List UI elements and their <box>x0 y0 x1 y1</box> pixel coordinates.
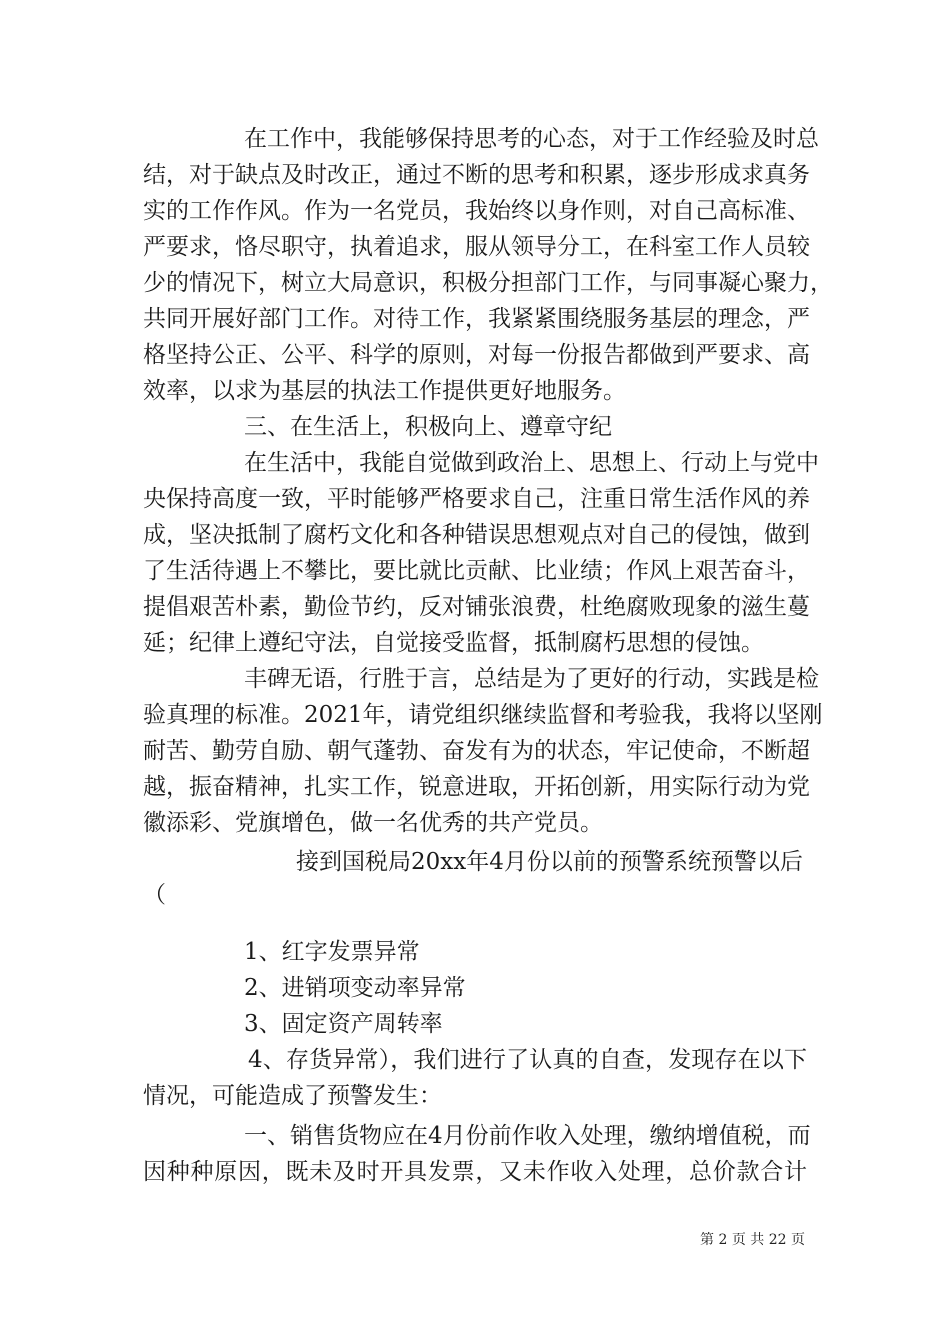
text-line: 丰碑无语，行胜于言，总结是为了更好的行动，实践是检 <box>244 666 819 692</box>
text-line: 在工作中，我能够保持思考的心态，对于工作经验及时总 <box>244 126 819 152</box>
text-line: 严要求，恪尽职守，执着追求，服从领导分工，在科室工作人员较 <box>143 234 810 260</box>
list-item: 2、进销项变动率异常 <box>244 975 466 1001</box>
text-line: 少的情况下，树立大局意识，积极分担部门工作，与同事凝心聚力， <box>143 270 833 296</box>
page-footer: 第 2 页 共 22 页 <box>700 1232 805 1248</box>
text-line: 延；纪律上遵纪守法，自觉接受监督，抵制腐朽思想的侵蚀。 <box>143 630 764 656</box>
text-line: 结，对于缺点及时改正，通过不断的思考和积累，逐步形成求真务 <box>143 162 810 188</box>
text-line: 央保持高度一致，平时能够严格要求自己，注重日常生活作风的养 <box>143 486 810 512</box>
text-line: 在生活中，我能自觉做到政治上、思想上、行动上与党中 <box>244 450 819 476</box>
text-line: 耐苦、勤劳自励、朝气蓬勃、奋发有为的状态，牢记使命，不断超 <box>143 738 810 764</box>
text-line: 验真理的标准。2021年，请党组织继续监督和考验我，我将以坚刚 <box>143 702 823 728</box>
text-line: 格坚持公正、公平、科学的原则，对每一份报告都做到严要求、高 <box>143 342 810 368</box>
text-line: 实的工作作风。作为一名党员，我始终以身作则，对自己高标准、 <box>143 198 810 224</box>
text-line: 了生活待遇上不攀比，要比就比贡献、比业绩；作风上艰苦奋斗， <box>143 558 810 584</box>
text-line: 一、销售货物应在4月份前作收入处理，缴纳增值税，而 <box>244 1123 811 1149</box>
text-line: 提倡艰苦朴素，勤俭节约，反对铺张浪费，杜绝腐败现象的滋生蔓 <box>143 594 810 620</box>
text-line: 效率，以求为基层的执法工作提供更好地服务。 <box>143 378 626 404</box>
text-line: 接到国税局20xx年4月份以前的预警系统预警以后 <box>296 849 803 875</box>
list-item: 1、红字发票异常 <box>244 939 420 965</box>
text-line: （ <box>143 882 166 908</box>
text-line: 因种种原因，既未及时开具发票，又未作收入处理，总价款合计 <box>143 1159 807 1185</box>
list-item: 4、存货异常），我们进行了认真的自查，发现存在以下 <box>248 1047 807 1073</box>
text-line: 徽添彩、党旗增色，做一名优秀的共产党员。 <box>143 810 603 836</box>
text-line: 成，坚决抵制了腐朽文化和各种错误思想观点对自己的侵蚀，做到 <box>143 522 810 548</box>
list-item: 3、固定资产周转率 <box>244 1011 443 1037</box>
text-line: 情况，可能造成了预警发生： <box>143 1083 442 1109</box>
text-line: 共同开展好部门工作。对待工作，我紧紧围绕服务基层的理念，严 <box>143 306 810 332</box>
text-line: 越，振奋精神，扎实工作，锐意进取，开拓创新，用实际行动为党 <box>143 774 810 800</box>
section-heading: 三、在生活上，积极向上、遵章守纪 <box>244 414 612 440</box>
